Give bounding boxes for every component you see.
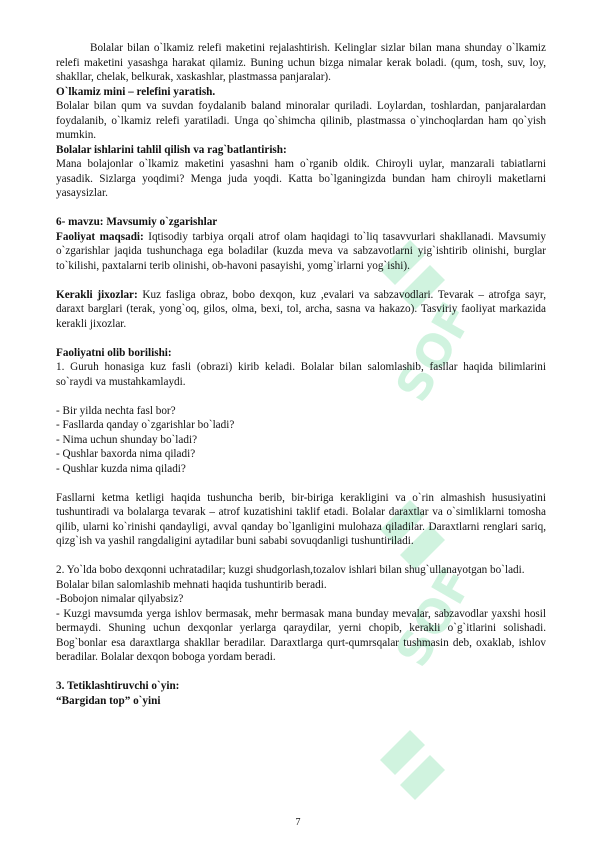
page-number: 7 (295, 817, 301, 828)
text: Iqtisodiy tarbiya orqali atrof olam haqidagi to`liq tasavvurlari shakllanadi. Mavsumiy o`zgarishlar jaqida tushunchaga ega boladilar (kuzda meva va sabzavotlarni yig`ishtirib olinishi, burglar to`kilishi, paxtalarni terib olinishi, ob-havoni pasayishi, yomg`irlarni yog`ishi). (56, 230, 546, 272)
question-item: - Fasllarda qanday o`zgarishlar bo`ladi? (56, 419, 235, 431)
watermark-mark-icon (380, 730, 445, 800)
question-item: - Qushlar kuzda nima qiladi? (56, 462, 186, 475)
paragraph (56, 230, 546, 274)
paragraph: -Bobojon nimalar qilyabsiz? (56, 593, 184, 605)
heading (56, 215, 546, 230)
paragraph: Bolalar bilan qum va suvdan foydalanib baland minoralar quriladi. Loylardan, toshlardan, panjaralardan foydalanib, o`lkamiz relefi yaratiladi. Unga qo`shimcha qilinib, plastmassa o`yinchoqlardan ham qo`yish mumkin. (56, 100, 546, 141)
heading (56, 346, 546, 361)
topic-title: 6- mavzu: Mavsumiy o`zgarishlar (56, 216, 218, 228)
paragraph (56, 288, 546, 332)
heading (56, 679, 546, 694)
heading-text: Bolalar ishlarini tahlil qilish va rag`batlantirish: (56, 143, 287, 156)
heading-text: 3. Tetiklashtiruvchi o`yin: (56, 680, 180, 692)
document-body (56, 41, 546, 708)
question-item: - Bir yilda nechta fasl bor? (56, 404, 176, 417)
heading-text: O`lkamiz mini – relefini yaratish. (56, 85, 216, 98)
text: Kuz fasliga obraz, bobo dexqon, kuz ,evalari va sabzavodlari. Tevarak – atrofga sayr, daraxt barglari (terak, yong`oq, gilos, olma, bexi, tol, archa, sasna va hakazo). Tasviriy faoliyat markazida kerakli jixozlar. (56, 288, 546, 330)
watermark-text: SOF (384, 293, 484, 411)
label: Faoliyat maqsadi: (56, 230, 144, 243)
watermark-text: SOF (384, 558, 484, 676)
paragraph: Bolalar bilan o`lkamiz relefi maketini rejalashtirish. Kelinglar sizlar bilan mana shunday o`lkamiz relefi maketini yasashga harakat qilamiz. Buning uchun bizga nimalar kerak boladi. (qum, tosh, suv, loy, shakllar, chelak, belkurak, xaskashlar, plastmassa panjaralar). (56, 42, 546, 83)
heading-text: Faoliyatni olib borilishi: (56, 346, 172, 359)
question-item: - Qushlar baxorda nima qiladi? (56, 448, 196, 460)
heading (56, 694, 546, 709)
game-title: “Bargidan top” o`yini (56, 694, 161, 707)
heading (56, 143, 546, 158)
paragraph: Mana bolajonlar o`lkamiz maketini yasashni ham o`rganib oldik. Chiroyli uylar, manzarali tabiatlarni yasadik. Sizlarga yoqdimi? Menga juda yoqdi. Katta bo`lganingizda bundan ham chiroyli maketlarni yasaysizlar. (56, 158, 546, 199)
paragraph: - Kuzgi mavsumda yerga ishlov bermasak, mehr bermasak mana bunday mevalar, sabzavodlar yaxshi hosil bermaydi. Shuning uchun dexqonlar yerlarga qaraydilar, yerni chopib, kerakli o`g`itlarini solishadi. Bog`bonlar esa daraxtlarga shakllar beradilar. Daraxtlarga qurt-qumrsqalar tushmasin deb, oxaklab, ishlov beradilar. Bolalar dexqon boboga yordam beradi. (56, 607, 546, 663)
paragraph: Bolalar bilan salomlashib mehnati haqida tushuntirib beradi. (56, 578, 327, 591)
paragraph: 2. Yo`lda bobo dexqonni uchratadilar; kuzgi shudgorlash,tozalov ishlari bilan shug`ullanayotgan bo`ladi. (56, 564, 525, 576)
paragraph: 1. Guruh honasiga kuz fasli (obrazi) kirib keladi. Bolalar bilan salomlashib, fasllar haqida bilimlarini so`raydi va mustahkamlaydi. (56, 361, 546, 388)
question-item: - Nima uchun shunday bo`ladi? (56, 433, 198, 446)
label: Kerakli jixozlar: (56, 288, 138, 301)
paragraph: Fasllarni ketma ketligi haqida tushuncha berib, bir-biriga kerakligini va o`rin almashish hususiyatini tushuntiradi va bolalarga tevarak – atrof kuzatishini taklif etadi. Bolalar daraxtlar va o`simliklarni tomosha qilib, ularni ko`rinishi qandayligi, avval qanday bo`lganligini mulohaza qiladilar. Daraxtlarni renglari sariq, qizg`ish va yashil rangdaligini aytadilar buni sababi sovuqdanligi tushuntiriladi. (56, 491, 546, 547)
heading (56, 85, 546, 100)
